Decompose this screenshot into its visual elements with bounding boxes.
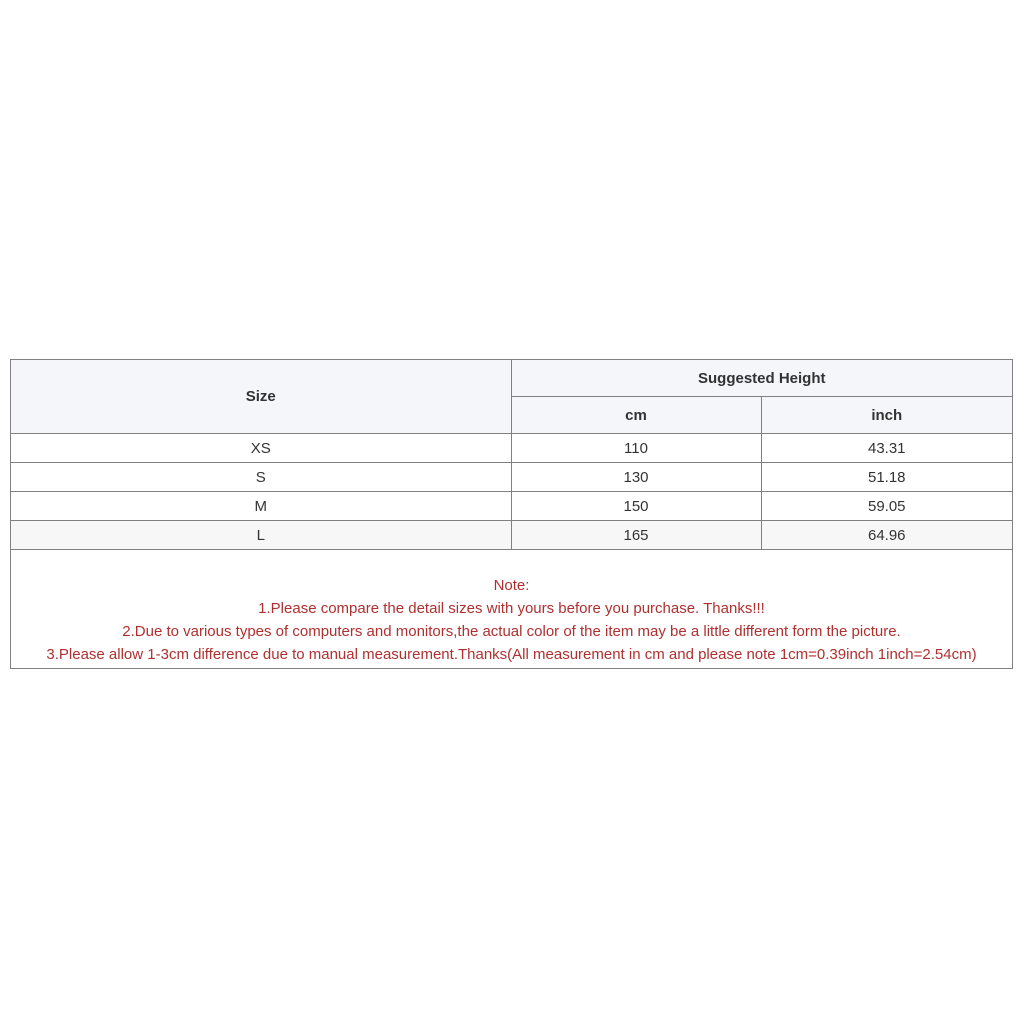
- cm-cell: 130: [511, 463, 761, 492]
- cm-cell: 110: [511, 434, 761, 463]
- cm-cell: 165: [511, 521, 761, 550]
- inch-column-header: inch: [761, 397, 1012, 434]
- table-body: [11, 434, 1012, 550]
- inch-cell: 51.18: [761, 463, 1012, 492]
- size-column-header: Size: [11, 360, 511, 434]
- inch-cell: 43.31: [761, 434, 1012, 463]
- table-row: [11, 434, 1012, 463]
- table-header: [11, 360, 1012, 434]
- notes-section: [11, 550, 1012, 668]
- size-cell: XS: [11, 434, 511, 463]
- size-table: [11, 360, 1012, 550]
- table-row: [11, 521, 1012, 550]
- size-cell: L: [11, 521, 511, 550]
- size-chart: [10, 359, 1013, 669]
- cm-column-header: cm: [511, 397, 761, 434]
- table-row: [11, 492, 1012, 521]
- inch-cell: 59.05: [761, 492, 1012, 521]
- inch-cell: 64.96: [761, 521, 1012, 550]
- suggested-height-header: Suggested Height: [511, 360, 1012, 397]
- note-line: 1.Please compare the detail sizes with yours before you purchase. Thanks!!!: [258, 600, 765, 617]
- table-row: [11, 463, 1012, 492]
- cm-cell: 150: [511, 492, 761, 521]
- note-title: Note:: [493, 577, 530, 594]
- note-line: 3.Please allow 1-3cm difference due to manual measurement.Thanks(All measurement in cm and please note 1cm=0.39inch 1inch=2.54cm): [46, 646, 977, 663]
- size-cell: S: [11, 463, 511, 492]
- note-line: 2.Due to various types of computers and monitors,the actual color of the item may be a little different form the picture.: [122, 623, 901, 640]
- size-cell: M: [11, 492, 511, 521]
